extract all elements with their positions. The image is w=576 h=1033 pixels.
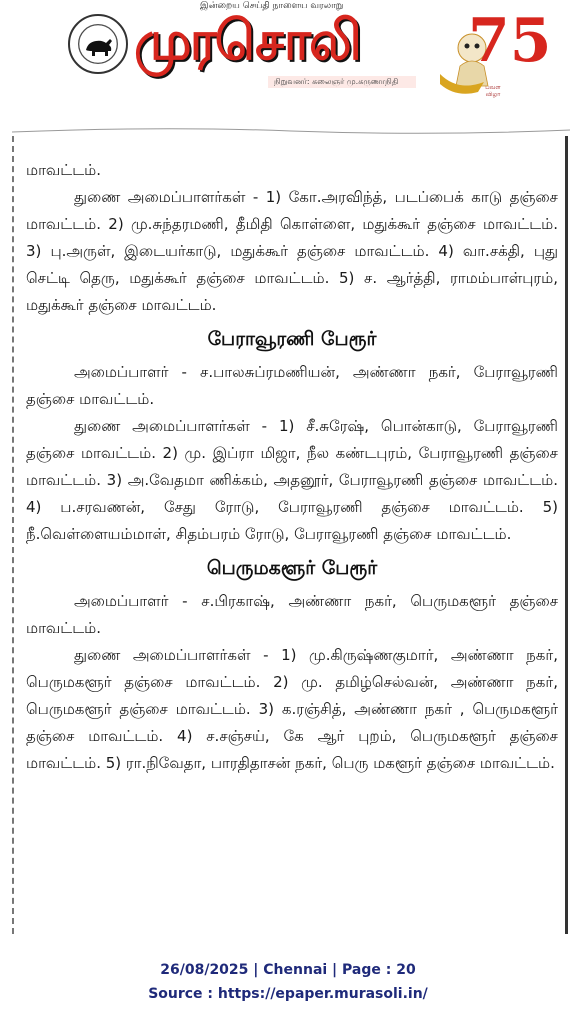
article-paragraph: மாவட்டம். <box>26 161 101 179</box>
anniversary-caption: பவள விழா <box>485 84 501 98</box>
article-left-border <box>12 136 14 934</box>
article-right-border <box>565 136 568 934</box>
article-paragraph: அமைப்பாளர் - ச.பிரகாஷ், அண்ணா நகர், பெருமகளூர் தஞ்சை மாவட்டம். <box>26 592 558 637</box>
article-paragraph: துணை அமைப்பாளர்கள் - 1) சீ.சுரேஷ், பொன்காடு, பேராவூரணி தஞ்சை மாவட்டம். 2) மு. இப்ரா மிஜா, நீல கண்டபுரம், பேராவூரணி தஞ்சை மாவட்டம். 3) அ.வேதமா ணிக்கம், அதனூர், பேராவூரணி தஞ்சை மாவட்டம். 4) ப.சரவணன், சேது ரோடு, பேராவூரணி தஞ்சை மாவட்டம். 5) நீ.வெள்ளையம்மாள், சிதம்பரம் ரோடு, பேராவூரணி தஞ்சை மாவட்டம். <box>26 417 558 543</box>
article-paragraph: அமைப்பாளர் - ச.பாலசுப்ரமணியன், அண்ணா நகர், பேராவூரணி தஞ்சை மாவட்டம். <box>26 363 558 408</box>
founder-line: நிறுவனர்: கலைஞர் மு.கருணாநிதி <box>268 76 416 88</box>
footer-source-link[interactable]: Source : https://epaper.murasoli.in/ <box>148 986 428 1002</box>
article-body <box>26 157 558 777</box>
footer-date-line: 26/08/2025 | Chennai | Page : 20 <box>160 962 416 978</box>
section-heading: பேராவூரணி பேரூர் <box>207 328 377 350</box>
article-panel <box>12 126 570 934</box>
masthead <box>0 0 576 112</box>
masthead-tagline: இன்றைய செய்தி நாளைய வரலாறு <box>200 1 344 11</box>
page-footer <box>0 958 576 1006</box>
section-heading: பெருமகளூர் பேரூர் <box>206 557 378 579</box>
party-emblem-icon <box>68 14 128 74</box>
article-top-rule <box>12 126 570 134</box>
anniversary-number: 75 <box>468 6 552 76</box>
article-paragraph: துணை அமைப்பாளர்கள் - 1) கோ.அரவிந்த், படப்பைக் காடு தஞ்சை மாவட்டம். 2) மு.சுந்தரமணி, தீமிதி கொள்ளை, மதுக்கூர் தஞ்சை மாவட்டம். 3) பு.அருள், இடையர்காடு, மதுக்கூர் தஞ்சை மாவட்டம். 4) வா.சக்தி, புது செட்டி தெரு, மதுக்கூர் தஞ்சை மாவட்டம். 5) ச. ஆர்த்தி, ராமம்பாள்புரம், மதுக்கூர் தஞ்சை மாவட்டம். <box>26 188 558 314</box>
article-paragraph: துணை அமைப்பாளர்கள் - 1) மு.கிருஷ்ணகுமார், அண்ணா நகர், பெருமகளூர் தஞ்சை மாவட்டம். 2) மு. தமிழ்செல்வன், அண்ணா நகர், பெருமகளூர் தஞ்சை மாவட்டம். 3) க.ரஞ்சித், அண்ணா நகர் , பெருமகளூர் தஞ்சை மாவட்டம். 4) ச.சஞ்சய், கே ஆர் புறம், பெருமகளூர் தஞ்சை மாவட்டம். 5) ரா.நிவேதா, பாரதிதாசன் நகர், பெரு மகளூர் தஞ்சை மாவட்டம். <box>26 646 558 772</box>
masthead-logo: முரசொலி <box>134 9 360 73</box>
